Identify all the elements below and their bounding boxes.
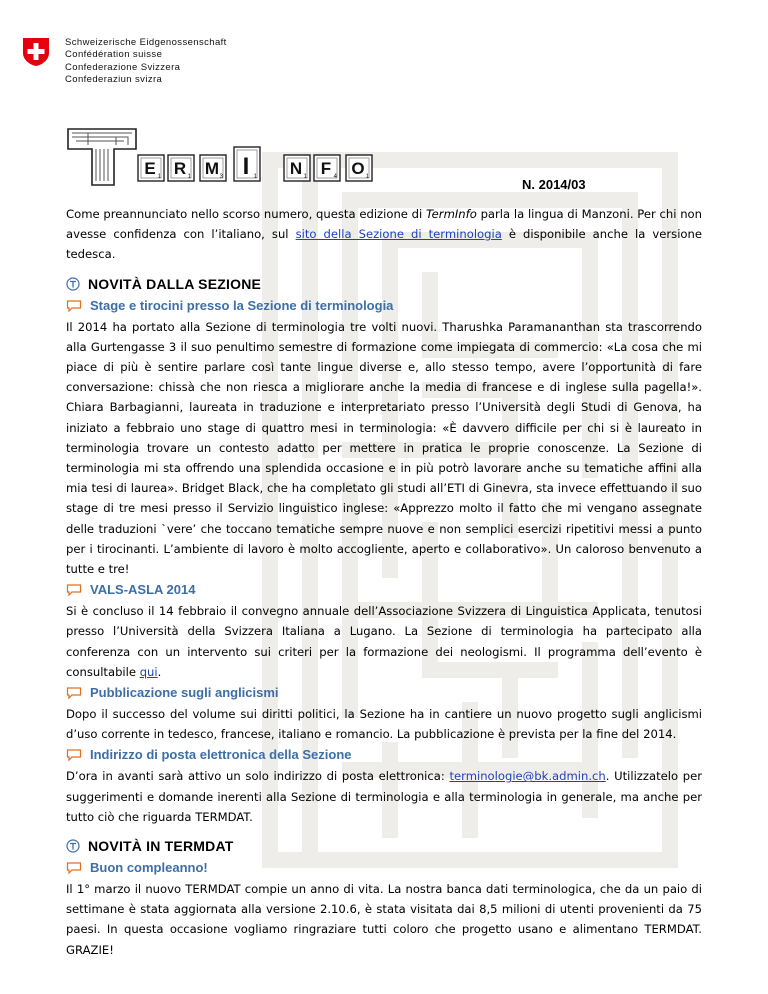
confed-de: Schweizerische Eidgenossenschaft <box>65 37 227 48</box>
subheading-birthday <box>66 857 702 879</box>
confederation-names <box>65 37 227 86</box>
subheading-vals-asla <box>66 579 702 601</box>
confed-it: Confederazione Svizzera <box>65 61 181 73</box>
section-title: NOVITÀ DALLA SEZIONE <box>88 275 262 292</box>
email-paragraph <box>66 766 702 827</box>
vals-asla-text: Si è concluso il 14 febbraio il convegno annuale dell’Associazione Svizzera di Linguistica Applicata, tenutosi presso l’Università della Svizzera Italiana a Lugano. La Sezione di terminologia ha partecipato alla conferenza con un intervento sui criteri per la formazione dei neologismi. Il programma dell’evento è consultabile <box>66 604 702 679</box>
swiss-flag-icon <box>22 37 50 67</box>
speech-bubble-icon <box>66 299 82 313</box>
subheading-email <box>66 744 702 766</box>
intro-text-1: Come preannunciato nello scorso numero, questa edizione di <box>66 207 427 221</box>
logo-tile-f <box>314 155 340 181</box>
program-link[interactable]: qui <box>139 664 158 679</box>
anglicisms-paragraph: Dopo il successo del volume sui diritti politici, la Sezione ha in cantiere un nuovo progetto sugli anglicismi d’uso corrente in tedesco, francese, italiano e romancio. La pubblicazione è prevista per la fine del 2014. <box>66 707 702 742</box>
logo-tile-n <box>284 155 310 181</box>
terminfo-logo <box>66 127 396 187</box>
vals-asla-paragraph <box>66 601 702 682</box>
logo-tile-letter: E <box>144 159 156 178</box>
logo-tile-score: 1 <box>187 174 191 180</box>
birthday-paragraph: Il 1° marzo il nuovo TERMDAT compie un anno di vita. La nostra banca dati terminologica, che da un paio di settimane è stata aggiornata alla versione 2.10.6, è stata visitata dai 8,5 milioni di utenti provenienti da 75 paesi. In questa occasione vogliamo ringraziare tutti coloro che progetto usano e alimentano TERMDAT. GRAZIE! <box>66 882 702 957</box>
logo-tile-m <box>200 155 226 181</box>
email-text-1: D’ora in avanti sarà attivo un solo indirizzo di posta elettronica: <box>66 769 450 784</box>
intro-text-3: è disponibile anche la versione tedesca. <box>66 227 702 262</box>
intro-paragraph <box>66 204 702 265</box>
terminology-site-link[interactable]: sito della Sezione di terminologia <box>295 227 502 242</box>
issue-number: N. 2014/03 <box>522 177 586 192</box>
logo-tile-score: 3 <box>219 174 223 180</box>
subheading-title: Stage e tirocini presso la Sezione di terminologia <box>90 297 394 313</box>
logo-tile-score: 4 <box>333 174 337 180</box>
logo-tile-e <box>138 155 164 181</box>
section-title: NOVITÀ IN TERMDAT <box>88 837 234 854</box>
section-heading-termdat <box>66 835 702 857</box>
logo-tile-letter: F <box>320 159 332 178</box>
t-circle-icon <box>66 277 80 291</box>
email-link[interactable]: terminologie@bk.admin.ch <box>449 769 606 784</box>
speech-bubble-icon <box>66 583 82 597</box>
terminfo-name: TermInfo <box>426 207 477 221</box>
logo-tile-letter: I <box>242 153 250 180</box>
confed-rm: Confederaziun svizra <box>65 73 163 85</box>
section-heading-news <box>66 273 702 295</box>
logo-tile-letter: N <box>289 159 303 178</box>
logo-tile-score: 1 <box>365 174 369 180</box>
subheading-title: Indirizzo di posta elettronica della Sezione <box>90 747 352 763</box>
speech-bubble-icon <box>66 686 82 700</box>
logo-tile-o <box>346 155 372 181</box>
logo-tile-r <box>168 155 194 181</box>
subheading-title: Buon compleanno! <box>90 859 208 875</box>
t-circle-icon <box>66 839 80 853</box>
intro-text-2: parla la lingua di Manzoni. Per chi non avesse confidenza con l’italiano, sul <box>66 207 702 242</box>
period: . <box>157 664 162 679</box>
logo-tile-score: 1 <box>303 174 307 180</box>
logo-tile-score: 1 <box>157 174 161 180</box>
logo-tile-letter: R <box>173 159 187 178</box>
newsletter-body <box>66 204 702 960</box>
confed-fr: Confédération suisse <box>65 49 163 61</box>
logo-tile-i <box>234 147 260 181</box>
logo-tile-score: 1 <box>253 174 257 180</box>
email-text-2: . Utilizzatelo per suggerimenti e domande inerenti alla Sezione di terminologia e alla terminologia in generale, ma anche per tutto ciò che riguarda TERMDAT. <box>66 769 703 824</box>
logo-big-t <box>66 127 136 185</box>
subheading-title: Pubblicazione sugli anglicismi <box>90 684 279 700</box>
logo-tile-letter: O <box>351 159 365 178</box>
logo-tile-letter: M <box>204 159 220 178</box>
subheading-anglicisms <box>66 682 702 704</box>
confederation-header <box>22 37 227 86</box>
subheading-title: VALS-ASLA 2014 <box>90 582 196 598</box>
subheading-stage <box>66 295 702 317</box>
speech-bubble-icon <box>66 861 82 875</box>
speech-bubble-icon <box>66 748 82 762</box>
stage-paragraph: Il 2014 ha portato alla Sezione di terminologia tre volti nuovi. Tharushka Paramananthan sta trascorrendo alla Gurtengasse 3 il suo penultimo semestre di formazione come impiegata di commercio: «La cosa che mi piace di più è sentire parlare così tante lingue diverse e, allo stesso tempo, avere l’opportunità di fare conversazione: chissà che non riesca a migliorare anche la media di francese e di inglese sulla pagella!». Chiara Barbagianni, laureata in traduzione e interpretariato presso l’Università degli Studi di Genova, ha iniziato a febbraio uno stage di quattro mesi in terminologia: «È davvero difficile per chi si è laureato in terminologia trovare un contesto adatto per mettere in pratica le proprie conoscenze. La Sezione di terminologia mi sta offrendo una splendida occasione e in più potrò lavorare anche su tematiche affini alla mia tesi di laurea». Bridget Black, che ha completato gli studi all’ETI di Ginevra, sta invece effettuando il suo stage di tre mesi presso il Servizio linguistico inglese: «Apprezzo molto il fatto che mi vengano assegnate delle traduzioni `vere’ che toccano tematiche sempre nuove e non semplici esercizi ripetitivi messi a punto per i tirocinanti. L’ambiente di lavoro è molto accogliente, aperto e collaborativo». Un caloroso benvenuto a tutte e tre! <box>66 319 702 577</box>
